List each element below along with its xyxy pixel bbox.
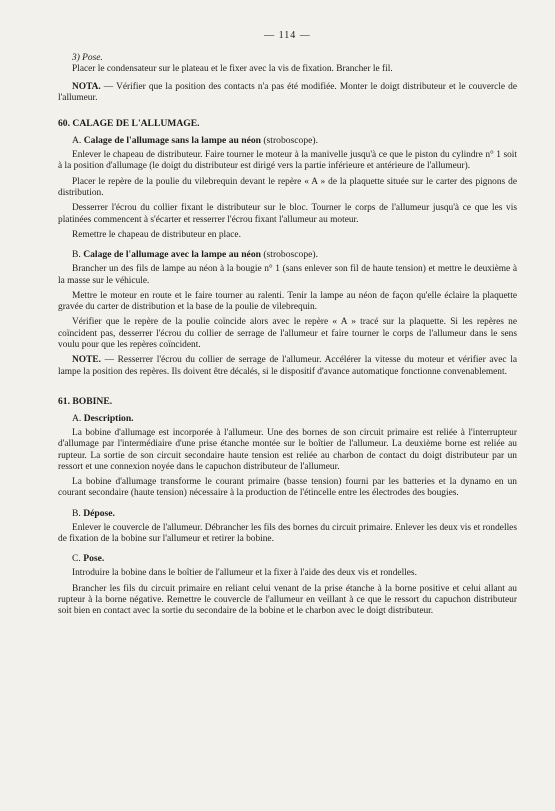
section-60-b-paragraph-3: Vérifier que le repère de la poulie coïncide alors avec le repère « A » tracé sur la plaquette. Si les repères ne coïncident pas, desserrer l'écrou du collier de serrage de l'allumeur et faire tourner le corps de l'allumeur dans le sens voulu pour que les repères coïncident. xyxy=(58,317,517,351)
section-61-a-paragraph-2: La bobine d'allumage transforme le courant primaire (basse tension) fourni par les batteries et la dynamo en un courant secondaire (haute tension) nécessaire à la production de l'étincelle entre les électrodes des bougies. xyxy=(58,477,517,499)
section-60-b-heading xyxy=(58,249,517,260)
pose-header: 3) Pose. xyxy=(72,53,103,63)
pose-text xyxy=(58,64,517,75)
section-60-b-paragraph-1: Brancher un des fils de lampe au néon à la bougie n° 1 (sans enlever son fil de haute tension) et mettre le deuxième à la masse sur le véhicule. xyxy=(58,264,517,286)
note-label-2: NOTE. xyxy=(72,355,101,366)
section-61-c-paragraph-1: Introduire la bobine dans le boîtier de l'allumeur et la fixer à l'aide des deux vis et rondelles. xyxy=(72,568,417,579)
section-61-c-heading xyxy=(58,553,517,564)
section-60-a-title: Calage de l'allumage sans la lampe au néon xyxy=(83,135,261,147)
section-61-a-heading xyxy=(58,413,517,424)
section-60-a-paragraph-3: Desserrer l'écrou du collier fixant le distributeur sur le bloc. Tourner le corps de l'allumeur jusqu'à ce que les vis platinées commencent à s'écarter et resserrer l'écrou fixant l'allumeur au moteur. xyxy=(58,203,517,225)
section-61-a-title: Description. xyxy=(83,412,134,424)
section-60-b-suffix: (stroboscope). xyxy=(260,249,318,261)
section-60-b-title: Calage de l'allumage avec la lampe au néon xyxy=(83,249,261,261)
section-61-a-paragraph-1: La bobine d'allumage est incorporée à l'allumeur. Une des bornes de son circuit primaire est reliée à l'interrupteur d'allumage par l'intermédiaire d'une prise étanche montée sur le boîtier de l'allumeur. La deuxième borne est reliée au rupteur. La sortie de son circuit secondaire haute tension est reliée au charbon de contact du doigt distributeur par un ressort et une connexion noyée dans le capuchon distributeur de l'allumeur. xyxy=(58,427,517,472)
section-61-title: 61. BOBINE. xyxy=(58,395,113,407)
section-60-a-paragraph-4: Remettre le chapeau de distributeur en place. xyxy=(72,229,241,240)
page-number: — 114 — xyxy=(264,30,311,41)
section-61-c-label: C. xyxy=(72,553,84,565)
note-text-2: — Resserrer l'écrou du collier de serrage de l'allumeur. Accélérer la vitesse du moteur et vérifier avec la lampe la position des repères. Ils doivent être décalés, si le dispositif d'avance automatique fonctionne convenablement. xyxy=(58,355,517,377)
nota-text-1: — Vérifier que la position des contacts n'a pas été modifiée. Monter le doigt distributeur et le couvercle de l'allumeur. xyxy=(58,81,517,103)
nota-paragraph-1 xyxy=(58,82,517,105)
section-61-b-title: Dépose. xyxy=(83,507,115,519)
section-61-b-paragraph-1: Enlever le couvercle de l'allumeur. Débrancher les fils des bornes du circuit primaire. Enlever les deux vis et rondelles de fixation de la bobine sur l'allumeur et retirer la bobine. xyxy=(58,522,517,545)
section-61-c-title: Pose. xyxy=(83,553,105,565)
section-60-a-heading xyxy=(58,135,517,146)
nota-label-1: NOTA. xyxy=(72,81,101,92)
section-60-a-label: A. xyxy=(72,135,84,147)
section-61-c-paragraph-2: Brancher les fils du circuit primaire en reliant celui venant de la prise étanche à la borne positive et celui allant au rupteur à la borne négative. Remettre le couvercle de l'allumeur en veillant à ce que le ressort du capuchon distributeur soit bien en contact avec la sortie du secondaire de la bobine et le charbon avec le doigt distributeur. xyxy=(58,583,517,617)
section-60-a-paragraph-1: Enlever le chapeau de distributeur. Faire tourner le moteur à la manivelle jusqu'à ce que le piston du cylindre n° 1 soit à la position d'allumage (le doigt du distributeur est dirigé vers la partie inférieure et antérieure de l'allumeur). xyxy=(58,150,517,172)
section-60-b-label: B. xyxy=(72,249,84,261)
section-60-a-suffix: (stroboscope). xyxy=(260,135,318,147)
pose-text-content: Placer le condensateur sur le plateau et le fixer avec la vis de fixation. Brancher le fil. xyxy=(72,64,393,75)
note-paragraph-2 xyxy=(58,355,517,378)
section-60-title: 60. CALAGE DE L'ALLUMAGE. xyxy=(58,118,200,130)
section-61-b-heading xyxy=(58,508,517,519)
section-61-b-label: B. xyxy=(72,507,84,519)
section-60-b-paragraph-2: Mettre le moteur en route et le faire tourner au ralenti. Tenir la lampe au néon de façon qu'elle éclaire la plaquette gravée du carter de distribution et la base de la poulie de vilebrequin. xyxy=(58,290,517,313)
section-61-a-label: A. xyxy=(72,412,84,424)
section-60-a-paragraph-2: Placer le repère de la poulie du vilebrequin devant le repère « A » de la plaquette située sur le carter des pignons de distribution. xyxy=(58,176,517,199)
